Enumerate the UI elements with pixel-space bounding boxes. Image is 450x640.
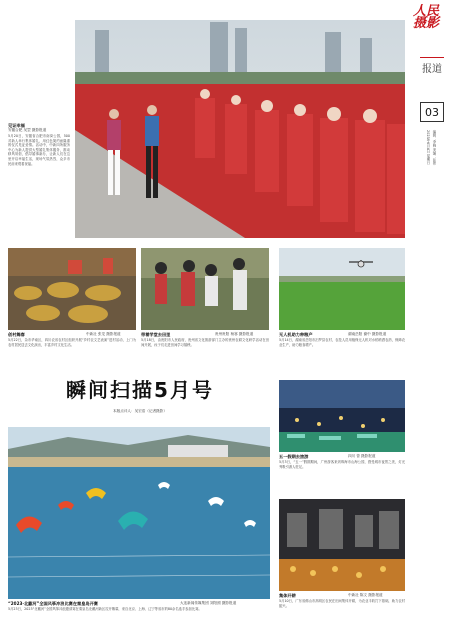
village-dance-drawing — [8, 248, 136, 330]
caption-field-school-credit: 贵州贵阳 杨寒 摄影报道 — [215, 332, 254, 336]
masthead-date: 2023年6月4日 星期日 — [426, 130, 430, 165]
caption-kitesurf-title: “2023·北戴河”全国风筝冲浪比赛在秦皇岛开赛 — [8, 601, 98, 606]
caption-kitesurf-body: 5月23日，2023“北戴河”全国风筝冲浪邀请赛在秦皇岛北戴河新区拉开帷幕，来自北京、上海、辽宁等省市的80余名选手参加比赛。 — [8, 607, 202, 611]
caption-market-title: 集体开耕 — [279, 593, 296, 598]
masthead-logo: 人民摄影 — [412, 4, 439, 31]
caption-drone-body: 5月14日，湖南省岳阳市汨罗县农村，农技人员用植保无人机对水稻喷洒农药，保障农业生产，助力粮食增产。 — [279, 338, 405, 347]
photo-drone-field — [279, 248, 405, 330]
photo-night-city — [279, 380, 405, 452]
caption-field-school-title: 带着学堂去田里 — [141, 332, 171, 337]
kitesurf-drawing — [8, 427, 270, 599]
caption-night-credit: 四川 曾 摄影报道 — [348, 454, 376, 458]
photo-kitesurf — [8, 427, 270, 599]
caption-market-credit: 中新社 陈文 摄影报道 — [348, 593, 383, 597]
caption-village-dance-credit: 中新社 张龙 摄影报道 — [86, 332, 121, 336]
wedding-body: 5月20日，安徽省合肥市南岗公园，500对新人举行集体婚礼，用红色简约而隆重的仪式见证爱情。活动中，中新四所服务中心为新人提供大型婚礼集体服务，推动移风易俗，倡导婚事新办，让新人们在这里开启幸福生活，现场气氛热烈，众多市民前来观看祝福。 — [8, 134, 70, 166]
caption-field-school-body: 5月18日，由贵阳市人民政府，贵州省文化旅游部门主办的贵州农耕文化研学活动在田间开展，孩子们走进田间学习插秧。 — [141, 338, 269, 347]
section-label: 报道 — [422, 64, 442, 75]
masthead-divider — [420, 57, 444, 58]
page-number: 03 — [420, 102, 444, 122]
caption-night-body: 5月3日，“五一”假期期间，广州游客来到珠海市山海公园，感受城市夜景之美，灯光秀吸引游人驻足。 — [279, 460, 405, 469]
feature-subline: 本版点评人：吴宏浩（记者摄影） — [113, 409, 167, 413]
field-school-drawing — [141, 248, 269, 330]
photo-field-school — [141, 248, 269, 330]
caption-village-dance-title: 创村舞春 — [8, 332, 25, 337]
caption-village-dance-body: 5月22日，杂市华南区，四川农省农村区组织开展“乡村农文艺表演”进村活动，上门为农村居民送去文化演出，丰富乡村文化生活。 — [8, 338, 136, 347]
drone-field-drawing — [279, 248, 405, 330]
caption-drone-title: 无人机助力种粮产 — [279, 332, 313, 337]
night-city-drawing — [279, 380, 405, 452]
masthead-editors: 编辑：李晓 美编：张伟 — [432, 130, 436, 166]
photo-village-dance — [8, 248, 136, 330]
wedding-photo-drawing — [75, 20, 405, 238]
caption-drone-credit: 湖南岳阳 谢中 摄影报道 — [348, 332, 387, 336]
caption-night-title: 五一假期去旅游 — [279, 454, 309, 459]
feature-headline: 瞬间扫描5月号 — [66, 378, 214, 402]
wedding-photo — [75, 20, 405, 238]
caption-market-body: 5月10日，广东省佛山市高明区农民在田间集体开耕，为农业丰收打下基础，助力农村振兴。 — [279, 599, 405, 608]
market-drawing — [279, 499, 405, 591]
wedding-title: 见证幸福 — [8, 123, 25, 128]
caption-kitesurf-credit: 大连新闻传媒集团 刘阳照 摄影报道 — [180, 601, 237, 605]
photo-market — [279, 499, 405, 591]
wedding-credit: 安徽合肥 吴罡 摄影报道 — [8, 128, 47, 132]
